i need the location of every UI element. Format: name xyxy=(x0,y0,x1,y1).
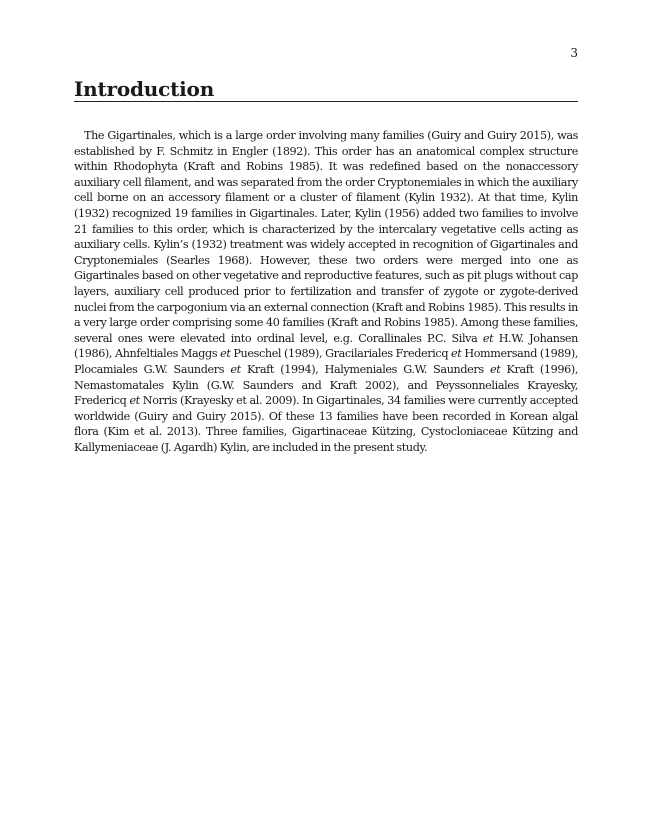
text-run-italic: et xyxy=(220,347,231,361)
text-run: H.W. Johansen (1986), Ahnfeltiales Maggs xyxy=(74,331,578,361)
text-run: Norris (Krayesky et al. 2009). In Gigartinales, 34 families were currently accepted worldwide (Guiry and Guiry 2015). Of these 13 families have been recorded in Korean algal flora (Kim et al. 2013). Three families, Gigartinaceae Kützing, Cystocloniaceae Kützing and Kallymeniaceae (J. Agardh) Kylin, are included in the present study. xyxy=(74,394,578,454)
page-number: 3 xyxy=(570,46,578,60)
text-run: Hommersand (1989), Plocamiales G.W. Saunders xyxy=(74,347,578,376)
title-rule xyxy=(74,101,578,102)
text-run-italic: et xyxy=(230,362,241,376)
text-run-italic: et xyxy=(129,394,140,408)
text-run: Kraft (1994), Halymeniales G.W. Saunders xyxy=(240,362,490,376)
introduction-paragraph xyxy=(74,128,578,455)
text-run-italic: et xyxy=(482,331,494,345)
text-run: Kraft (1996), Nemastomatales Kylin (G.W. Saunders and Kraft 2002), and Peyssonneliales Krayesky, Fredericq xyxy=(74,362,578,408)
text-run-italic: et xyxy=(451,347,462,361)
text-run: The Gigartinales, which is a large order involving many families (Guiry and Guiry 2015), was established by F. Schmitz in Engler (1892). This order has an anatomical complex structure within Rhodophyta (Kraft and Robins 1985). It was redefined based on the nonaccessory auxiliary cell filament, and was separated from the order Cryptonemiales in which the auxiliary cell borne on an accessory filament or a cluster of filament (Kylin 1932). At that time, Kylin (1932) recognized 19 families in Gigartinales. Later, Kylin (1956) added two families to involve 21 families to this order, which is characterized by the intercalary vegetative cells acting as auxiliary cells. Kylin’s (1932) treatment was widely accepted in recognition of Gigartinales and Cryptonemiales (Searles 1968). However, these two orders were merged into one as Gigartinales based on other vegetative and reproductive features, such as pit plugs without cap layers, auxiliary cell produced prior to fertilization and transfer of zygote or zygote-derived nuclei from the carpogonium via an external connection (Kraft and Robins 1985). This results in a very large order comprising some 40 families (Kraft and Robins 1985). Among these families, several ones were elevated into ordinal level, e.g. Corallinales P.C. Silva xyxy=(74,129,578,345)
section-title: Introduction xyxy=(74,77,215,101)
text-run: Pueschel (1989), Gracilariales Fredericq xyxy=(230,347,452,361)
text-run-italic: et xyxy=(489,362,501,376)
